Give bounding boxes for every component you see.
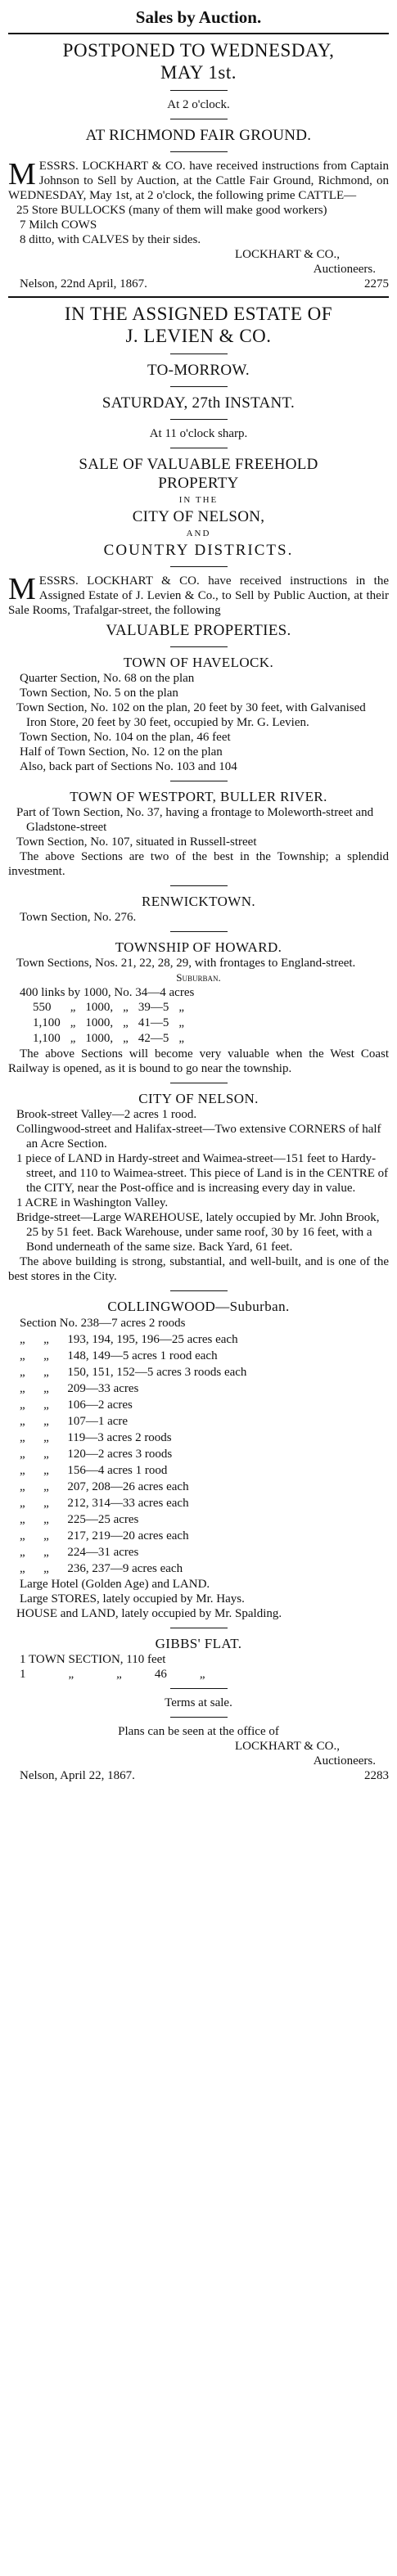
cell: „ <box>70 1032 76 1045</box>
ad2-tomorrow: TO-MORROW. <box>147 362 250 379</box>
cell: „ <box>178 1032 185 1045</box>
ad2-role: Auctioneers. <box>313 1754 376 1768</box>
havelock-line: Quarter Section, No. 68 on the plan <box>20 672 195 685</box>
ad2-estate-line2: J. LEVIEN & CO. <box>125 326 272 346</box>
cell: „ <box>123 1001 129 1014</box>
collingwood-line: „ „ 193, 194, 195, 196—25 acres each <box>20 1333 238 1346</box>
ad2-day: SATURDAY, 27th INSTANT. <box>102 394 295 412</box>
ad2-intro <box>8 574 389 618</box>
ad1-intro-text: ESSRS. LOCKHART & CO. have received instructions from Captain Johnson to Sell by Auction, at the Cattle Fair Ground, Richmond, on WEDNESDAY, May 1st, at 2 o'clock, the following prime CATTLE— <box>8 160 389 202</box>
westport-line: Part of Town Section, No. 37, having a frontage to Moleworth-street and Gladstone-street <box>16 806 374 834</box>
terms: Terms at sale. <box>165 1696 232 1709</box>
cell: „ <box>70 1001 76 1014</box>
ad1-location: AT RICHMOND FAIR GROUND. <box>85 127 312 144</box>
havelock-line: Town Section, No. 102 on the plan, 20 feet by 30 feet, with Galvanised Iron Store, 20 feet by 30 feet, occupied by Mr. G. Levien. <box>16 701 366 729</box>
cell: 41—5 <box>138 1016 169 1029</box>
ad2-number: 2283 <box>364 1769 389 1782</box>
howard-intro: Town Sections, Nos. 21, 22, 28, 29, with frontages to England-street. <box>16 957 356 970</box>
advertisement-richmond <box>8 39 389 291</box>
westport-line: Town Section, No. 107, situated in Russell-street <box>16 835 257 849</box>
cell: 1000, <box>85 1001 114 1014</box>
divider <box>170 1717 228 1718</box>
howard-table <box>28 1000 189 1047</box>
cell: 550 <box>33 1001 52 1014</box>
cell: 1000, <box>85 1016 114 1029</box>
ad1-intro <box>8 159 389 203</box>
divider <box>170 1688 228 1689</box>
collingwood-extra: Large Hotel (Golden Age) and LAND. <box>20 1578 210 1591</box>
ad1-number: 2275 <box>364 277 389 290</box>
nelson-heading: CITY OF NELSON. <box>138 1091 259 1106</box>
divider <box>170 1290 228 1291</box>
gibbs-heading: GIBBS' FLAT. <box>155 1636 242 1651</box>
masthead: Sales by Auction. <box>135 7 262 27</box>
collingwood-line: „ „ 119—3 acres 2 roods <box>20 1431 172 1444</box>
ad2-sale-line2: PROPERTY <box>158 475 239 492</box>
ad2-intro-text: ESSRS. LOCKHART & CO. have received instructions in the Assigned Estate of J. Levien & Co., to Sell by Public Auction, at their Sale Rooms, Trafalgar-street, the following <box>8 574 389 617</box>
nelson-line: 1 piece of LAND in Hardy-street and Waimea-street—151 feet to Hardy-street, and 110 to Waimea-street. This piece of Land is in the CENTRE of the CITY, near the Post-office and is increasing every day in value. <box>16 1152 389 1195</box>
ad2-footer <box>8 1768 389 1783</box>
westport-note: The above Sections are two of the best in the Township; a splendid investment. <box>8 850 389 878</box>
cell: 1000, <box>85 1032 114 1045</box>
ditto-mark: „ <box>199 1668 205 1681</box>
collingwood-line: „ „ 236, 237—9 acres each <box>20 1562 183 1575</box>
collingwood-line: Section No. 238—7 acres 2 roods <box>20 1317 186 1330</box>
ad2-estate-line1: IN THE ASSIGNED ESTATE OF <box>64 304 333 324</box>
ad2-country: COUNTRY DISTRICTS. <box>103 542 294 559</box>
nelson-line: 1 ACRE in Washington Valley. <box>16 1196 169 1209</box>
ad1-time: At 2 o'clock. <box>167 98 230 111</box>
cell: „ <box>178 1016 185 1029</box>
collingwood-line: „ „ 156—4 acres 1 rood <box>20 1464 168 1477</box>
table-row <box>28 1016 189 1031</box>
ad2-date: Nelson, April 22, 1867. <box>20 1769 135 1782</box>
howard-note: The above Sections will become very valuable when the West Coast Railway is opened, as it is bound to go near the township. <box>8 1047 389 1075</box>
collingwood-line: „ „ 225—25 acres <box>20 1513 139 1526</box>
auction-page <box>8 0 389 1783</box>
collingwood-line: „ „ 107—1 acre <box>20 1415 129 1428</box>
ad2-city: CITY OF NELSON, <box>132 508 265 525</box>
havelock-line: Also, back part of Sections No. 103 and 104 <box>20 760 237 773</box>
ad1-title-line1: POSTPONED TO WEDNESDAY, <box>62 40 335 61</box>
collingwood-line: „ „ 212, 314—33 acres each <box>20 1497 189 1510</box>
table-row <box>28 1031 189 1047</box>
ad2-sale-line1: SALE OF VALUABLE FREEHOLD <box>79 456 318 473</box>
masthead-rule <box>8 33 389 34</box>
cell: 1,100 <box>33 1016 61 1029</box>
ad1-item: 8 ditto, with CALVES by their sides. <box>20 233 201 246</box>
section-rule <box>8 296 389 298</box>
ad2-in-the: IN THE <box>178 495 219 505</box>
collingwood-line: „ „ 209—33 acres <box>20 1382 139 1395</box>
drop-cap: M <box>8 572 36 606</box>
havelock-line: Town Section, No. 104 on the plan, 46 feet <box>20 731 231 744</box>
divider <box>170 151 228 152</box>
collingwood-heading: COLLINGWOOD—Suburban. <box>107 1299 290 1314</box>
ad1-date: Nelson, 22nd April, 1867. <box>20 277 147 290</box>
collingwood-line: „ „ 106—2 acres <box>20 1398 133 1412</box>
ad1-item: 7 Milch COWS <box>20 218 97 232</box>
divider <box>170 885 228 886</box>
collingwood-extra: Large STORES, lately occupied by Mr. Hays. <box>20 1592 245 1605</box>
ad2-time: At 11 o'clock sharp. <box>149 427 248 440</box>
ad2-valuable: VALUABLE PROPERTIES. <box>106 622 291 639</box>
cell: „ <box>123 1016 129 1029</box>
gibbs-line1: 1 TOWN SECTION, 110 feet <box>20 1653 166 1666</box>
cell: 39—5 <box>138 1001 169 1014</box>
collingwood-line: „ „ 148, 149—5 acres 1 rood each <box>20 1349 218 1362</box>
collingwood-line: „ „ 120—2 acres 3 roods <box>20 1448 173 1461</box>
ad1-firm: LOCKHART & CO., <box>235 248 340 261</box>
ad1-footer <box>8 277 389 291</box>
ad1-role: Auctioneers. <box>313 263 376 276</box>
advertisement-levien-estate <box>8 303 389 1783</box>
gibbs-qty: 1 <box>20 1668 26 1681</box>
gibbs-feet: 46 <box>154 1668 167 1681</box>
ad1-item: 25 Store BULLOCKS (many of them will make good workers) <box>16 204 327 217</box>
ditto-mark: „ <box>68 1668 74 1681</box>
ad2-firm: LOCKHART & CO., <box>235 1740 340 1753</box>
divider <box>170 931 228 932</box>
cell: 1,100 <box>33 1032 61 1045</box>
ad2-and: AND <box>186 529 211 538</box>
gibbs-line2 <box>8 1667 389 1682</box>
renwicktown-heading: RENWICKTOWN. <box>141 894 256 909</box>
collingwood-line: „ „ 207, 208—26 acres each <box>20 1480 189 1493</box>
howard-heading: TOWNSHIP OF HOWARD. <box>115 939 282 955</box>
havelock-line: Half of Town Section, No. 12 on the plan <box>20 745 223 759</box>
nelson-note: The above building is strong, substantial, and well-built, and is one of the best stores in the City. <box>8 1255 389 1283</box>
collingwood-line: „ „ 224—31 acres <box>20 1546 139 1559</box>
nelson-line: Bridge-street—Large WAREHOUSE, lately occupied by Mr. John Brook, 25 by 51 feet. Back Warehouse, under same roof, 30 by 16 feet, with a Bond underneath of the same size. Back Yard, 61 feet. <box>16 1211 380 1254</box>
westport-heading: TOWN OF WESTPORT, BULLER RIVER. <box>70 789 327 804</box>
divider <box>170 566 228 567</box>
cell: „ <box>123 1032 129 1045</box>
collingwood-extra: HOUSE and LAND, lately occupied by Mr. Spalding. <box>16 1607 282 1620</box>
divider <box>170 386 228 387</box>
cell: „ <box>70 1016 76 1029</box>
plans: Plans can be seen at the office of <box>118 1725 279 1738</box>
nelson-line: Brook-street Valley—2 acres 1 rood. <box>16 1108 197 1121</box>
ditto-mark: „ <box>116 1668 122 1681</box>
collingwood-line: „ „ 150, 151, 152—5 acres 3 roods each <box>20 1366 247 1379</box>
ad1-title-line2: MAY 1st. <box>160 62 237 83</box>
table-row <box>28 1000 189 1016</box>
divider <box>170 90 228 91</box>
divider <box>170 419 228 420</box>
havelock-heading: TOWN OF HAVELOCK. <box>123 655 274 670</box>
drop-cap: M <box>8 157 36 191</box>
nelson-line: Collingwood-street and Halifax-street—Two extensive CORNERS of half an Acre Section. <box>16 1123 381 1151</box>
divider <box>170 646 228 647</box>
havelock-line: Town Section, No. 5 on the plan <box>20 687 178 700</box>
collingwood-line: „ „ 217, 219—20 acres each <box>20 1529 189 1542</box>
howard-header-row: 400 links by 1000, No. 34—4 acres <box>20 986 195 999</box>
cell: „ <box>178 1001 185 1014</box>
cell: 42—5 <box>138 1032 169 1045</box>
howard-suburban: Suburban. <box>176 971 221 984</box>
renwicktown-line: Town Section, No. 276. <box>20 911 137 924</box>
